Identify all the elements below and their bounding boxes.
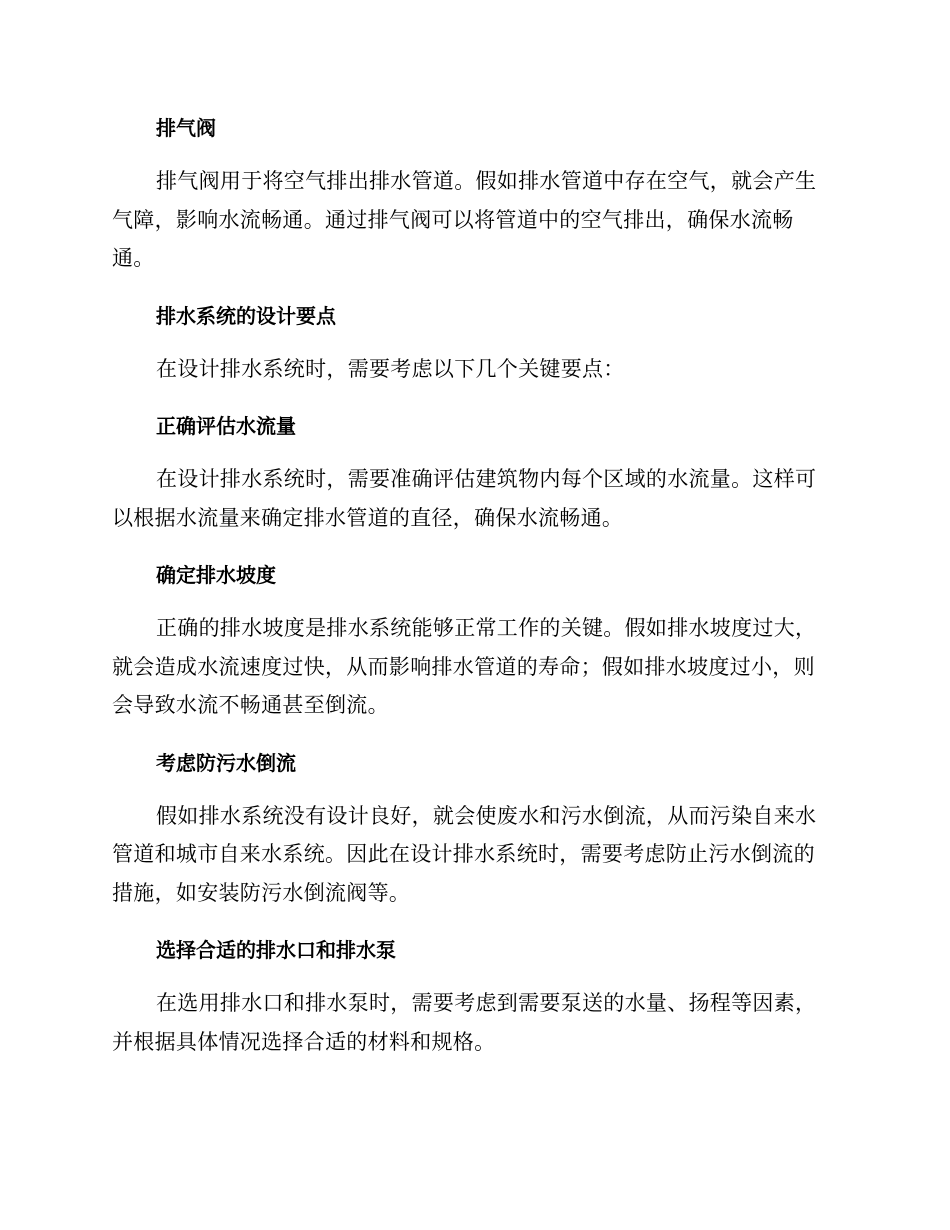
paragraph-line: 通。 (112, 246, 155, 270)
paragraph-line: 假如排水系统没有设计良好，就会使废水和污水倒流，从而污染自来水 (156, 803, 817, 828)
section-heading-backflow: 考虑防污水倒流 (156, 750, 296, 775)
paragraph-line: 正确的排水坡度是排水系统能够正常工作的关键。假如排水坡度过大， (156, 616, 817, 640)
paragraph-line: 排气阀用于将空气排出排水管道。假如排水管道中存在空气，就会产生 (156, 169, 817, 193)
paragraph-line: 气障，影响水流畅通。通过排气阀可以将管道中的空气排出，确保水流畅 (112, 207, 794, 232)
paragraph-line: 就会造成水流速度过快，从而影响排水管道的寿命；假如排水坡度过小，则 (112, 654, 815, 679)
paragraph-line: 在设计排水系统时，需要准确评估建筑物内每个区域的水流量。这样可 (156, 467, 817, 491)
paragraph-line: 并根据具体情况选择合适的材料和规格。 (112, 1029, 496, 1054)
section-paragraph-backflow (112, 797, 832, 913)
paragraph-line: 管道和城市自来水系统。因此在设计排水系统时，需要考虑防止污水倒流的 (112, 842, 815, 866)
section-heading-design-points: 排水系统的设计要点 (156, 303, 336, 328)
paragraph-line: 措施，如安装防污水倒流阀等。 (112, 880, 411, 905)
paragraph-line: 以根据水流量来确定排水管道的直径，确保水流畅通。 (112, 505, 624, 530)
document-body (112, 108, 832, 1079)
paragraph-line: 在设计排水系统时，需要考虑以下几个关键要点： (156, 356, 625, 381)
section-heading-drain-slope: 确定排水坡度 (156, 563, 276, 587)
section-paragraph-exhaust-valve (112, 162, 832, 278)
section-heading-outlet-pump: 选择合适的排水口和排水泵 (156, 938, 396, 962)
section-heading-flow-assessment: 正确评估水流量 (156, 414, 296, 438)
section-heading-exhaust-valve: 排气阀 (156, 116, 216, 140)
section-paragraph-flow-assessment (112, 460, 832, 537)
section-paragraph-design-points (112, 350, 832, 389)
paragraph-line: 会导致水流不畅通甚至倒流。 (112, 693, 389, 717)
section-paragraph-drain-slope (112, 609, 832, 725)
section-paragraph-outlet-pump (112, 984, 832, 1061)
paragraph-line: 在选用排水口和排水泵时，需要考虑到需要泵送的水量、扬程等因素， (156, 991, 817, 1015)
